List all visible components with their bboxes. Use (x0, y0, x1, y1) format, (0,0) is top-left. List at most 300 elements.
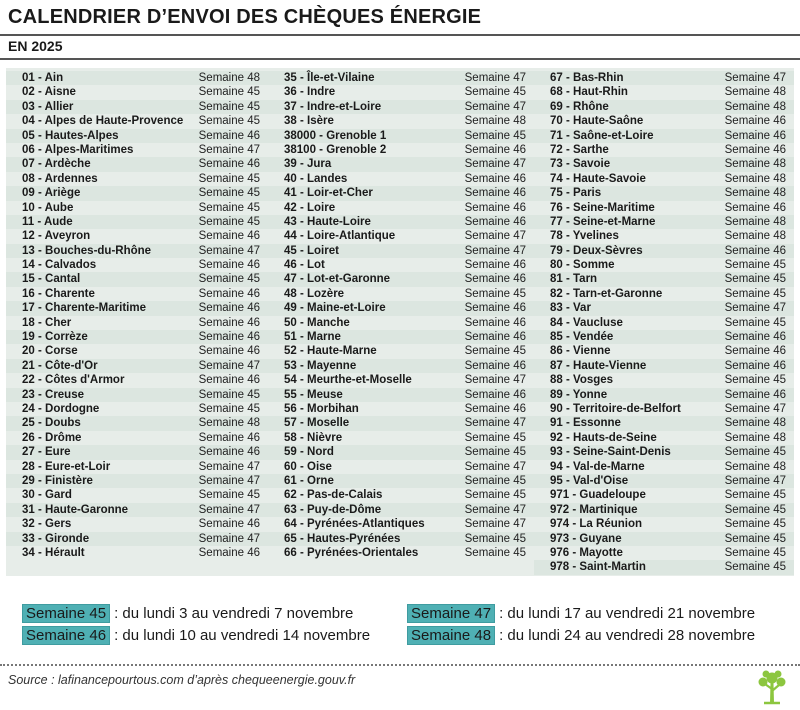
department-name: 53 - Mayenne (284, 359, 357, 372)
send-week: Semaine 47 (198, 474, 260, 487)
department-name: 78 - Yvelines (550, 230, 619, 243)
department-name: 48 - Lozère (284, 287, 345, 300)
send-week: Semaine 47 (724, 474, 786, 487)
send-week: Semaine 45 (198, 201, 260, 214)
department-name: 974 - La Réunion (550, 518, 643, 531)
send-week: Semaine 47 (464, 374, 526, 387)
department-name: 70 - Haute-Saône (550, 115, 644, 128)
table-row (534, 402, 794, 416)
department-name: 94 - Val-de-Marne (550, 460, 645, 473)
send-week: Semaine 47 (198, 532, 260, 545)
department-name: 15 - Cantal (22, 273, 81, 286)
send-week: Semaine 46 (198, 316, 260, 329)
department-name: 74 - Haute-Savoie (550, 172, 646, 185)
department-name: 75 - Paris (550, 187, 602, 200)
table-row (534, 474, 794, 488)
department-name: 976 - Mayotte (550, 546, 623, 559)
table-row (534, 201, 794, 215)
send-week: Semaine 47 (724, 302, 786, 315)
table-row (6, 359, 268, 373)
department-name: 22 - Côtes d'Armor (22, 374, 125, 387)
table-column-1 (6, 68, 268, 576)
department-name: 17 - Charente-Maritime (22, 302, 146, 315)
table-row (268, 474, 534, 488)
table-row (268, 517, 534, 531)
department-name: 16 - Charente (22, 287, 95, 300)
department-name: 34 - Hérault (22, 546, 85, 559)
department-name: 55 - Meuse (284, 388, 343, 401)
table-row (534, 503, 794, 517)
send-week: Semaine 46 (198, 158, 260, 171)
send-week: Semaine 46 (198, 431, 260, 444)
department-name: 05 - Hautes-Alpes (22, 129, 119, 142)
department-name: 49 - Maine-et-Loire (284, 302, 386, 315)
send-week: Semaine 47 (198, 244, 260, 257)
week-badge: Semaine 48 (407, 626, 495, 645)
send-week: Semaine 45 (724, 374, 786, 387)
send-week: Semaine 45 (464, 431, 526, 444)
table-row (268, 301, 534, 315)
table-row (6, 71, 268, 85)
send-week: Semaine 46 (724, 115, 786, 128)
table-row (6, 474, 268, 488)
legend-text: : du lundi 24 au vendredi 28 novembre (499, 627, 756, 644)
department-name: 11 - Aude (22, 215, 73, 228)
send-week: Semaine 45 (724, 287, 786, 300)
table-row (268, 272, 534, 286)
department-name: 31 - Haute-Garonne (22, 503, 129, 516)
table-row (6, 172, 268, 186)
send-week: Semaine 47 (724, 72, 786, 84)
table-row (6, 100, 268, 114)
department-name: 69 - Rhône (550, 100, 609, 113)
department-name: 52 - Haute-Marne (284, 345, 377, 358)
send-week: Semaine 46 (724, 331, 786, 344)
subtitle-divider (0, 58, 800, 60)
send-week: Semaine 45 (724, 446, 786, 459)
table-row (268, 388, 534, 402)
send-week: Semaine 48 (464, 115, 526, 128)
send-week: Semaine 46 (724, 359, 786, 372)
send-week: Semaine 45 (198, 388, 260, 401)
department-name: 972 - Martinique (550, 503, 638, 516)
send-week: Semaine 47 (464, 518, 526, 531)
department-name: 62 - Pas-de-Calais (284, 489, 383, 502)
department-name: 28 - Eure-et-Loir (22, 460, 111, 473)
send-week: Semaine 45 (464, 546, 526, 559)
table-row (534, 143, 794, 157)
send-week: Semaine 48 (724, 230, 786, 243)
table-row (268, 445, 534, 459)
table-row (534, 71, 794, 85)
send-week: Semaine 47 (464, 72, 526, 84)
send-week: Semaine 46 (724, 244, 786, 257)
table-row (534, 532, 794, 546)
send-week: Semaine 46 (464, 172, 526, 185)
table-row (534, 330, 794, 344)
table-row (268, 359, 534, 373)
send-week: Semaine 45 (464, 345, 526, 358)
table-row (6, 244, 268, 258)
table-row (534, 85, 794, 99)
table-row (6, 301, 268, 315)
table-row (534, 416, 794, 430)
source-credit: Source : lafinancepourtous.com d’après chequeenergie.gouv.fr (8, 673, 356, 687)
send-week: Semaine 47 (464, 417, 526, 430)
table-row (6, 488, 268, 502)
legend-item-45 (22, 604, 353, 624)
department-name: 51 - Marne (284, 331, 341, 344)
legend-item-48 (407, 626, 755, 646)
legend-text: : du lundi 10 au vendredi 14 novembre (114, 627, 371, 644)
table-row (268, 488, 534, 502)
department-name: 71 - Saône-et-Loire (550, 129, 654, 142)
department-name: 76 - Seine-Maritime (550, 201, 655, 214)
send-week: Semaine 47 (464, 230, 526, 243)
table-row (534, 287, 794, 301)
department-name: 03 - Allier (22, 100, 74, 113)
department-name: 43 - Haute-Loire (284, 215, 371, 228)
department-name: 89 - Yonne (550, 388, 608, 401)
department-name: 67 - Bas-Rhin (550, 72, 624, 84)
send-week: Semaine 45 (724, 259, 786, 272)
department-name: 61 - Orne (284, 474, 334, 487)
send-week: Semaine 46 (724, 143, 786, 156)
table-row (6, 503, 268, 517)
table-row (6, 546, 268, 560)
department-name: 19 - Corrèze (22, 331, 88, 344)
department-name: 01 - Ain (22, 72, 64, 84)
table-row (6, 316, 268, 330)
table-row (6, 229, 268, 243)
department-name: 39 - Jura (284, 158, 332, 171)
send-week: Semaine 46 (464, 187, 526, 200)
department-name: 06 - Alpes-Maritimes (22, 143, 134, 156)
send-week: Semaine 46 (464, 388, 526, 401)
table-row (268, 258, 534, 272)
send-week: Semaine 46 (464, 215, 526, 228)
send-week: Semaine 45 (724, 518, 786, 531)
table-row (268, 71, 534, 85)
table-row (6, 143, 268, 157)
send-week: Semaine 45 (464, 129, 526, 142)
department-name: 37 - Indre-et-Loire (284, 100, 382, 113)
send-week: Semaine 46 (198, 546, 260, 559)
table-row (534, 229, 794, 243)
department-name: 84 - Vaucluse (550, 316, 623, 329)
send-week: Semaine 45 (724, 503, 786, 516)
send-week: Semaine 48 (724, 187, 786, 200)
department-name: 72 - Sarthe (550, 143, 609, 156)
table-row (268, 85, 534, 99)
department-name: 38 - Isère (284, 115, 334, 128)
department-name: 66 - Pyrénées-Orientales (284, 546, 419, 559)
send-week: Semaine 45 (464, 489, 526, 502)
send-week: Semaine 47 (198, 143, 260, 156)
department-name: 18 - Cher (22, 316, 72, 329)
table-row (6, 114, 268, 128)
table-row (268, 201, 534, 215)
department-name: 36 - Indre (284, 86, 336, 99)
send-week: Semaine 45 (464, 532, 526, 545)
department-name: 47 - Lot-et-Garonne (284, 273, 391, 286)
department-name: 32 - Gers (22, 518, 72, 531)
send-week: Semaine 46 (198, 129, 260, 142)
send-week: Semaine 46 (464, 273, 526, 286)
table-row (6, 445, 268, 459)
send-week: Semaine 45 (464, 287, 526, 300)
table-row (268, 546, 534, 560)
table-row (268, 244, 534, 258)
table-row (268, 416, 534, 430)
table-row (534, 100, 794, 114)
send-week: Semaine 46 (198, 345, 260, 358)
department-name: 971 - Guadeloupe (550, 489, 646, 502)
send-week: Semaine 45 (724, 316, 786, 329)
send-week: Semaine 48 (198, 417, 260, 430)
department-name: 88 - Vosges (550, 374, 614, 387)
department-name: 86 - Vienne (550, 345, 611, 358)
table-row (534, 186, 794, 200)
send-week: Semaine 48 (724, 460, 786, 473)
send-week: Semaine 46 (724, 129, 786, 142)
department-name: 50 - Manche (284, 316, 350, 329)
department-name: 23 - Creuse (22, 388, 85, 401)
department-name: 14 - Calvados (22, 259, 97, 272)
department-name: 92 - Hauts-de-Seine (550, 431, 657, 444)
table-column-3 (534, 68, 794, 576)
send-week: Semaine 45 (198, 273, 260, 286)
department-name: 20 - Corse (22, 345, 78, 358)
table-row (268, 431, 534, 445)
table-row (6, 201, 268, 215)
table-row (268, 172, 534, 186)
table-row (268, 344, 534, 358)
department-name: 25 - Doubs (22, 417, 81, 430)
table-row (268, 503, 534, 517)
table-row (6, 402, 268, 416)
send-week: Semaine 45 (724, 489, 786, 502)
send-week: Semaine 46 (464, 143, 526, 156)
send-week: Semaine 45 (198, 115, 260, 128)
department-name: 91 - Essonne (550, 417, 621, 430)
table-row (6, 460, 268, 474)
send-week: Semaine 45 (464, 446, 526, 459)
send-week: Semaine 48 (724, 172, 786, 185)
send-week: Semaine 46 (198, 374, 260, 387)
table-row (268, 229, 534, 243)
department-name: 21 - Côte-d'Or (22, 359, 98, 372)
send-week: Semaine 47 (464, 244, 526, 257)
send-week: Semaine 46 (198, 259, 260, 272)
table-row (6, 344, 268, 358)
send-week: Semaine 47 (464, 100, 526, 113)
department-name: 93 - Seine-Saint-Denis (550, 446, 671, 459)
send-week: Semaine 45 (198, 100, 260, 113)
send-week: Semaine 48 (724, 215, 786, 228)
table-row (6, 215, 268, 229)
table-row (268, 215, 534, 229)
week-badge: Semaine 47 (407, 604, 495, 623)
send-week: Semaine 48 (724, 86, 786, 99)
send-week: Semaine 48 (724, 158, 786, 171)
legend-item-46 (22, 626, 370, 646)
table-column-2 (268, 68, 534, 576)
table-row (6, 287, 268, 301)
table-row (268, 316, 534, 330)
send-week: Semaine 47 (198, 503, 260, 516)
send-week: Semaine 46 (198, 302, 260, 315)
legend-text: : du lundi 3 au vendredi 7 novembre (114, 605, 354, 622)
department-name: 29 - Finistère (22, 474, 93, 487)
table-row (534, 114, 794, 128)
table-row (534, 359, 794, 373)
send-week: Semaine 46 (724, 345, 786, 358)
title-divider (0, 34, 800, 36)
send-week: Semaine 45 (464, 86, 526, 99)
send-week: Semaine 47 (198, 359, 260, 372)
send-week: Semaine 47 (464, 460, 526, 473)
department-name: 10 - Aube (22, 201, 74, 214)
send-week: Semaine 47 (198, 460, 260, 473)
table-row (534, 388, 794, 402)
send-week: Semaine 48 (724, 100, 786, 113)
table-row (268, 330, 534, 344)
department-name: 87 - Haute-Vienne (550, 359, 647, 372)
department-name: 40 - Landes (284, 172, 348, 185)
table-row (268, 129, 534, 143)
department-name: 45 - Loiret (284, 244, 339, 257)
department-name: 978 - Saint-Martin (550, 561, 646, 574)
table-row (534, 244, 794, 258)
department-name: 73 - Savoie (550, 158, 611, 171)
department-name: 12 - Aveyron (22, 230, 91, 243)
department-name: 42 - Loire (284, 201, 336, 214)
send-week: Semaine 46 (464, 259, 526, 272)
department-name: 83 - Var (550, 302, 591, 315)
table-row (268, 114, 534, 128)
tree-logo-icon (752, 667, 792, 707)
table-row (534, 172, 794, 186)
table-row (534, 129, 794, 143)
department-name: 26 - Drôme (22, 431, 82, 444)
table-row (6, 431, 268, 445)
department-name: 13 - Bouches-du-Rhône (22, 244, 152, 257)
legend-text: : du lundi 17 au vendredi 21 novembre (499, 605, 756, 622)
send-week: Semaine 47 (464, 158, 526, 171)
send-week: Semaine 45 (724, 546, 786, 559)
table-row (534, 258, 794, 272)
department-name: 95 - Val-d'Oise (550, 474, 629, 487)
department-name: 81 - Tarn (550, 273, 598, 286)
table-row (268, 186, 534, 200)
department-name: 973 - Guyane (550, 532, 622, 545)
footer-divider (0, 664, 800, 666)
department-name: 90 - Territoire-de-Belfort (550, 402, 681, 415)
week-legend (22, 604, 792, 648)
table-row (6, 129, 268, 143)
send-week: Semaine 46 (198, 331, 260, 344)
table-row (6, 373, 268, 387)
send-week: Semaine 46 (724, 388, 786, 401)
department-name: 27 - Eure (22, 446, 71, 459)
table-row (534, 157, 794, 171)
send-week: Semaine 47 (464, 503, 526, 516)
department-name: 02 - Aisne (22, 86, 76, 99)
department-name: 24 - Dordogne (22, 402, 100, 415)
department-name: 41 - Loir-et-Cher (284, 187, 373, 200)
send-week: Semaine 45 (198, 172, 260, 185)
department-name: 09 - Ariège (22, 187, 81, 200)
calendar-table (6, 68, 794, 576)
department-name: 85 - Vendée (550, 331, 614, 344)
table-row (268, 402, 534, 416)
table-row (534, 546, 794, 560)
department-name: 56 - Morbihan (284, 402, 359, 415)
table-row (268, 157, 534, 171)
send-week: Semaine 45 (198, 215, 260, 228)
send-week: Semaine 46 (198, 287, 260, 300)
table-row (534, 445, 794, 459)
department-name: 65 - Hautes-Pyrénées (284, 532, 401, 545)
department-name: 08 - Ardennes (22, 172, 98, 185)
table-row (534, 344, 794, 358)
table-row (6, 85, 268, 99)
send-week: Semaine 45 (464, 474, 526, 487)
send-week: Semaine 46 (464, 331, 526, 344)
department-name: 46 - Lot (284, 259, 325, 272)
table-row (534, 431, 794, 445)
table-row (534, 517, 794, 531)
table-row (268, 460, 534, 474)
send-week: Semaine 45 (198, 187, 260, 200)
send-week: Semaine 46 (198, 518, 260, 531)
table-row (268, 287, 534, 301)
department-name: 54 - Meurthe-et-Moselle (284, 374, 412, 387)
send-week: Semaine 48 (198, 72, 260, 84)
send-week: Semaine 46 (464, 316, 526, 329)
table-row (534, 272, 794, 286)
table-row (6, 416, 268, 430)
table-row (534, 488, 794, 502)
send-week: Semaine 46 (464, 402, 526, 415)
table-row (534, 215, 794, 229)
department-name: 04 - Alpes de Haute-Provence (22, 115, 184, 128)
send-week: Semaine 45 (724, 561, 786, 574)
send-week: Semaine 45 (198, 86, 260, 99)
send-week: Semaine 46 (724, 201, 786, 214)
table-row (6, 532, 268, 546)
send-week: Semaine 47 (724, 402, 786, 415)
department-name: 30 - Gard (22, 489, 72, 502)
week-badge: Semaine 46 (22, 626, 110, 645)
send-week: Semaine 46 (464, 302, 526, 315)
table-row (534, 560, 794, 574)
table-row (6, 272, 268, 286)
department-name: 79 - Deux-Sèvres (550, 244, 643, 257)
department-name: 80 - Somme (550, 259, 615, 272)
department-name: 38100 - Grenoble 2 (284, 143, 387, 156)
table-row (268, 100, 534, 114)
table-row (534, 316, 794, 330)
send-week: Semaine 45 (198, 402, 260, 415)
department-name: 38000 - Grenoble 1 (284, 129, 387, 142)
table-row (268, 143, 534, 157)
department-name: 64 - Pyrénées-Atlantiques (284, 518, 425, 531)
send-week: Semaine 46 (198, 230, 260, 243)
department-name: 35 - Île-et-Vilaine (284, 72, 375, 84)
department-name: 33 - Gironde (22, 532, 90, 545)
